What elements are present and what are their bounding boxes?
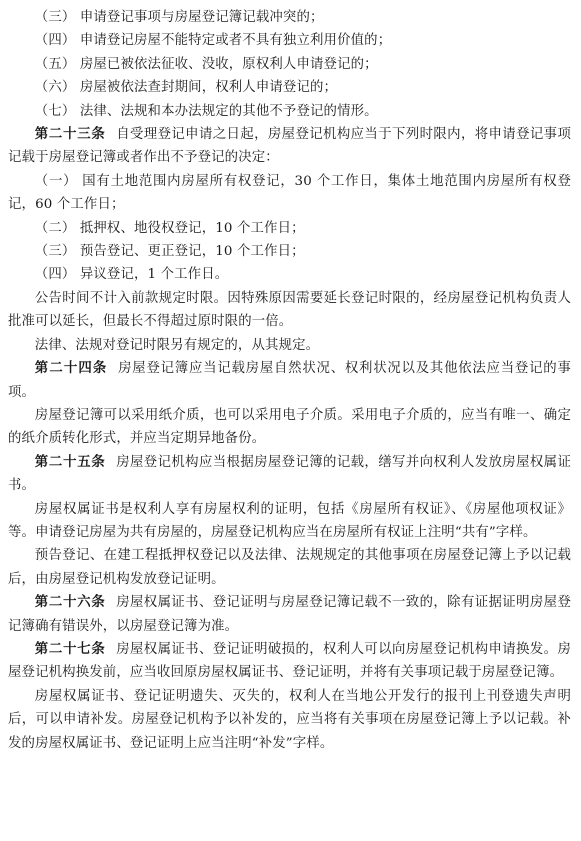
article-26 [8,591,571,638]
clause-text: （五） 房屋已被依法征收、没收，原权利人申请登记的； [34,56,378,72]
paragraph-text: 房屋权属证书是权利人享有房屋权利的证明，包括《房屋所有权证》、《房屋他项权证》等。申请登记房屋为共有房屋的，房屋登记机构应当在房屋所有权证上注明“共有”字样。 [8,501,571,540]
article-number: 第二十四条 [34,360,108,377]
clause-5 [8,53,571,76]
clause-text: （三） 申请登记事项与房屋登记簿记载冲突的； [34,10,324,25]
paragraph [8,498,571,545]
clause-3b [8,240,571,263]
article-text: 房屋登记簿应当记载房屋自然状况、权利状况以及其他依法应当登记的事项。 [8,361,571,400]
article-23 [8,123,571,170]
paragraph-text: 公告时间不计入前款规定时限。因特殊原因需要延长登记时限的，经房屋登记机构负责人批准可以延长，但最长不得超过原时限的一倍。 [8,290,571,330]
clause-text: （七） 法律、法规和本办法规定的其他不予登记的情形。 [34,103,378,119]
paragraph-text: 预告登记、在建工程抵押权登记以及法律、法规规定的其他事项在房屋登记簿上予以记载后，由房屋登记机构发放登记证明。 [8,548,571,587]
clause-7 [8,100,571,123]
clause-1 [8,170,571,217]
article-text: 房屋权属证书、登记证明与房屋登记簿记载不一致的，除有证据证明房屋登记簿确有错误外，以房屋登记簿为准。 [8,595,572,634]
clause-4 [8,29,571,52]
article-text: 房屋权属证书、登记证明破损的，权利人可以向房屋登记机构申请换发。房屋登记机构换发前，应当收回原房屋权属证书、登记证明，并将有关事项记载于房屋登记簿。 [8,641,572,681]
paragraph-text: 房屋登记簿可以采用纸介质，也可以采用电子介质。采用电子介质的，应当有唯一、确定的纸介质转化形式，并应当定期异地备份。 [8,407,571,447]
article-27 [8,638,571,685]
clause-2 [8,217,571,240]
article-number: 第二十五条 [34,453,106,470]
article-text: 自受理登记申请之日起，房屋登记机构应当于下列时限内，将申请登记事项记载于房屋登记簿或者作出不予登记的决定： [8,127,572,166]
clause-text: （一） 国有土地范围内房屋所有权登记，30 个工作日，集体土地范围内房屋所有权登记，60 个工作日； [8,173,571,213]
article-24 [8,357,571,404]
clause-text: （三） 预告登记、更正登记，10 个工作日； [34,244,305,260]
clause-text: （六） 房屋被依法查封期间，权利人申请登记的； [34,80,338,96]
paragraph [8,404,571,451]
paragraph [8,334,571,357]
clause-text: （四） 申请登记房屋不能特定或者不具有独立利用价值的； [34,33,392,49]
clause-text: （二） 抵押权、地役权登记，10 个工作日； [34,220,305,236]
article-number: 第二十三条 [34,126,106,143]
article-text: 房屋登记机构应当根据房屋登记簿的记载，缮写并向权利人发放房屋权属证书。 [8,454,572,494]
paragraph [8,685,571,755]
paragraph [8,544,571,591]
article-25 [8,451,571,498]
clause-text: （四） 异议登记，1 个工作日。 [34,267,229,283]
paragraph-text: 法律、法规对登记时限另有规定的，从其规定。 [34,337,320,353]
clause-3 [8,6,571,29]
paragraph [8,287,571,334]
article-number: 第二十七条 [34,640,106,657]
clause-4b [8,263,571,286]
clause-6 [8,76,571,99]
article-number: 第二十六条 [34,594,106,611]
paragraph-text: 房屋权属证书、登记证明遗失、灭失的，权利人在当地公开发行的报刊上刊登遗失声明后，可以申请补发。房屋登记机构予以补发的，应当将有关事项在房屋登记簿上予以记载。补发的房屋权属证书、登记证明上应当注明“补发”字样。 [8,688,571,751]
